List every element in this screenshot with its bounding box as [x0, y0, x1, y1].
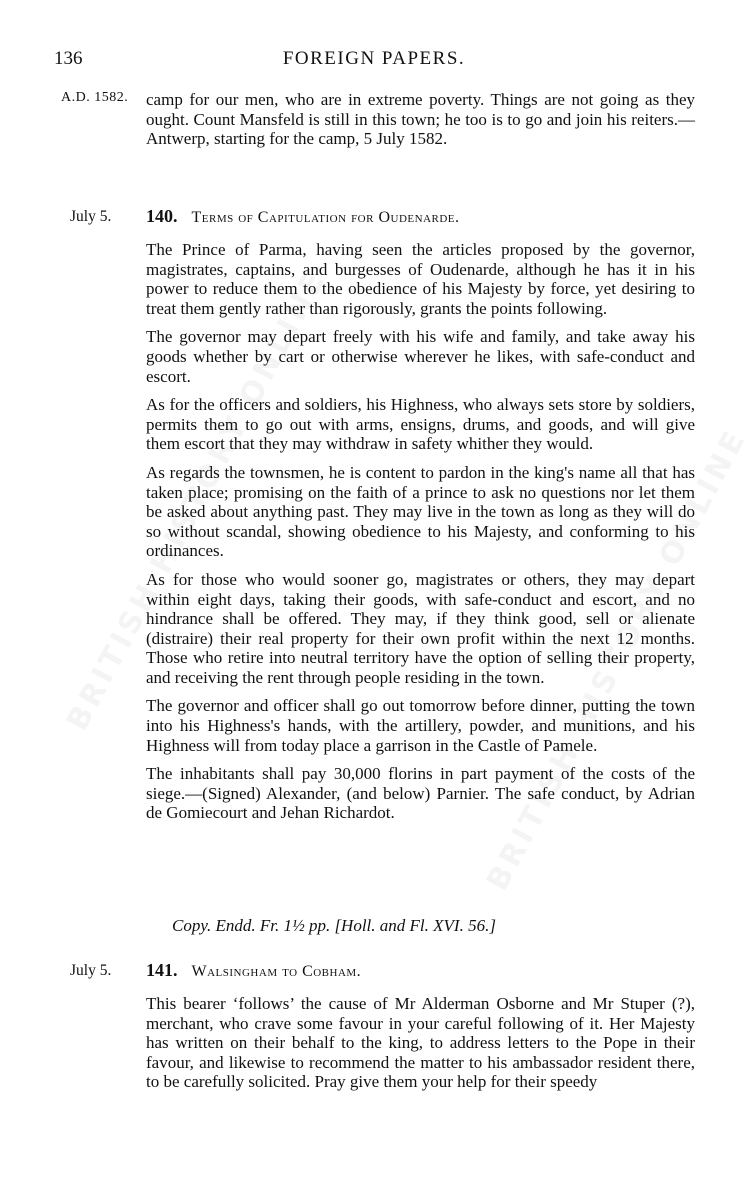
entry-heading [146, 206, 695, 227]
margin-year: A.D. 1582. [61, 90, 129, 105]
paragraph: This bearer ‘follows’ the cause of Mr Alderman Osborne and Mr Stuper (?), merchant, who crave some favour in your careful following of it. Her Majesty has written on their behalf to the king, to address letters to the Pope in their favour, and likewise to recommend the matter to his ambassador resident there, to be carefully solicited. Pray give them your help for their speedy [146, 994, 695, 1092]
entry-number: 141. [146, 960, 178, 980]
entry-title: Walsingham to Cobham. [191, 963, 362, 980]
continuation-paragraph: camp for our men, who are in extreme poverty. Things are not going as they ought. Count Mansfeld is still in this town; he too is to go and join his reiters.—Antwerp, starting for the camp, 5 July 1582. [146, 90, 695, 149]
paragraph: The governor may depart freely with his wife and family, and take away his goods whether by cart or otherwise wherever he likes, with safe-conduct and escort. [146, 327, 695, 386]
paragraph: As regards the townsmen, he is content to pardon in the king's name all that has taken place; promising on the faith of a prince to ask no questions nor let them be asked about anything past. They may live in the town as long as they will do so without scandal, showing obedience to his Majesty, and conforming to his ordinances. [146, 462, 695, 561]
entry-date: July 5. [70, 962, 112, 979]
entry-body [146, 994, 695, 1101]
continuation-text [146, 90, 695, 158]
entry-title: Terms of Capitulation for Oudenarde. [191, 209, 460, 226]
entry-date: July 5. [70, 208, 112, 225]
paragraph: As for the officers and soldiers, his Highness, who always sets store by soldiers, permits them to go out with arms, ensigns, drums, and goods, and will give them escort that they may withdraw in safety whither they would. [146, 395, 695, 454]
entry-body [146, 240, 695, 832]
source-note-text: Copy. Endd. Fr. 1½ pp. [Holl. and Fl. XVI. 56.] [172, 916, 496, 935]
paragraph: The Prince of Parma, having seen the articles proposed by the governor, magistrates, captains, and burgesses of Oudenarde, although he has it in his power to reduce them to the obedience of his Majesty by force, yet desiring to treat them gently rather than rigorously, grants the points following. [146, 240, 695, 318]
paragraph: As for those who would sooner go, magistrates or others, they may depart within eight days, taking their goods, with safe-conduct and escort, and no hindrance shall be offered. They may, if they think good, sell or alienate (distraire) their real property for their own profit within the next 12 months. Those who retire into neutral territory have the option of selling their property, and receiving the rent through people residing in the town. [146, 569, 695, 687]
paragraph: The governor and officer shall go out tomorrow before dinner, putting the town into his Highness's hands, with the artillery, powder, and munitions, and his Highness will from today place a garrison in the Castle of Pamele. [146, 696, 695, 755]
running-title: FOREIGN PAPERS. [282, 48, 466, 69]
entry-number: 140. [146, 206, 178, 226]
source-note [172, 916, 695, 936]
running-header [0, 48, 748, 72]
entry-heading [146, 960, 695, 981]
page-number: 136 [54, 48, 83, 69]
paragraph: The inhabitants shall pay 30,000 florins in part payment of the costs of the siege.—(Signed) Alexander, (and below) Parnier. The safe conduct, by Adrian de Gomiecourt and Jehan Richardot. [146, 764, 695, 823]
